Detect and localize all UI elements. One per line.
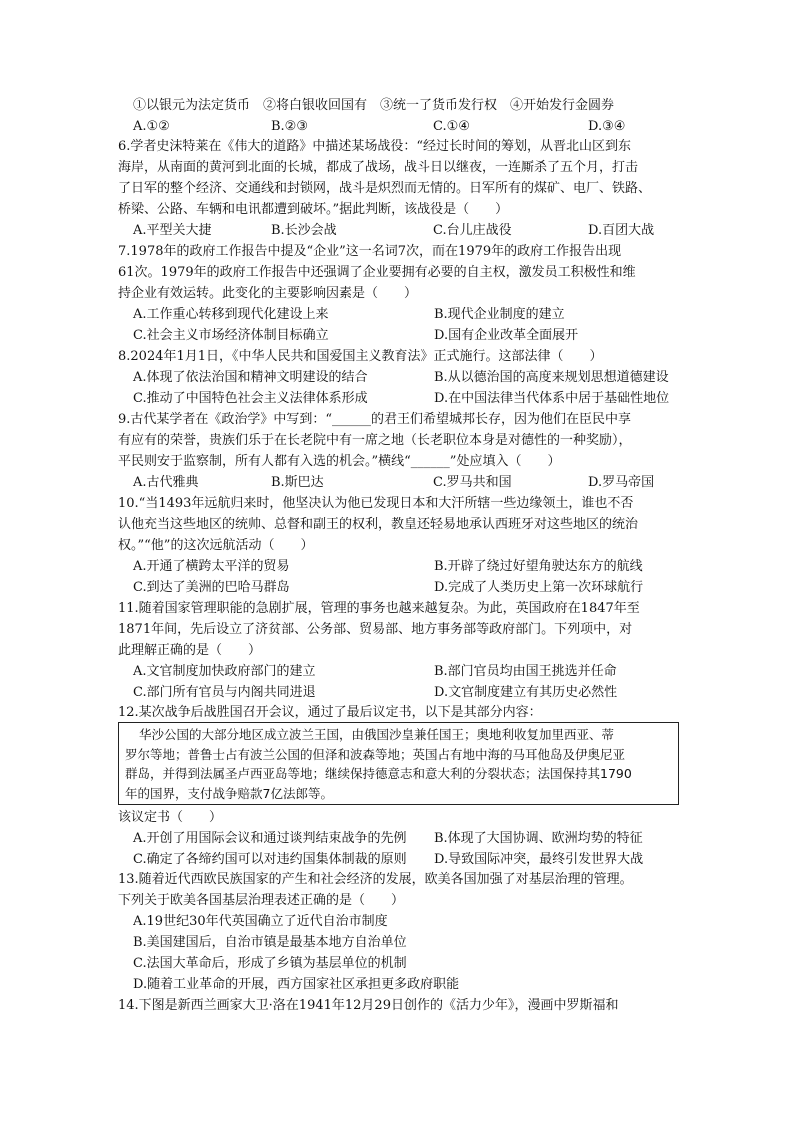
q6-line-1: 6.学者史沫特莱在《伟大的道路》中描述某场战役：“经过长时间的筹划，从晋北山区到东: [118, 139, 632, 154]
q13-option-a: A.19世纪30年代英国确立了近代自治市制度: [133, 914, 388, 929]
q10-line-3: 权。”“他”的这次远航活动（ ）: [118, 538, 314, 553]
q12-quote-box: [118, 722, 679, 805]
q12-line-1: 12.某次战争后战胜国召开会议，通过了最后议定书，以下是其部分内容：: [118, 705, 542, 720]
q7-options-row-2: [133, 326, 681, 345]
q9-option-d: D.罗马帝国: [588, 475, 655, 490]
q8-option-c: C.推动了中国特色社会主义法律体系形成: [133, 391, 368, 406]
q13-option-d: D.随着工业革命的开展，西方国家社区承担更多政府职能: [133, 977, 460, 992]
q6-line-3: 了日军的整个经济、交通线和封锁网，战斗是炽烈而无情的。日军所有的煤矿、电厂、铁路、: [118, 181, 652, 196]
q12-option-b: B.体现了大国协调、欧洲均势的特征: [434, 831, 643, 846]
q5-option-c: C.①④: [433, 119, 470, 134]
q13-line-2: 下列关于欧美各国基层治理表述正确的是（ ）: [118, 893, 405, 908]
q7-option-c: C.社会主义市场经济体制目标确立: [133, 328, 329, 343]
q8-options-row-2: [133, 389, 681, 408]
q11-line-2: 1871年间，先后设立了济贫部、公务部、贸易部、地方事务部等政府部门。下列项中，对: [118, 622, 633, 637]
q6-option-c: C.台儿庄战役: [433, 223, 512, 238]
q12-box-line-4: 年的国界，支付战争赔款7亿法郎等。: [125, 785, 333, 801]
q9-option-a: A.古代雅典: [133, 475, 199, 490]
q12-after: 该议定书（ ）: [118, 810, 223, 825]
q12-options-row-2: [133, 850, 681, 869]
q11-options-row-2: [133, 683, 681, 702]
q5-option-d: D.③④: [588, 119, 626, 134]
q9-option-b: B.斯巴达: [271, 475, 324, 490]
q12-box-line-2: 罗尔等地；普鲁士占有波兰公国的但泽和波森等地；英国占有地中海的马耳他岛及伊奥尼亚: [125, 746, 626, 762]
q8-option-b: B.从以德治国的高度来规划思想道德建设: [434, 370, 669, 385]
q7-option-d: D.国有企业改革全面展开: [434, 328, 579, 343]
q7-line-2: 61次。1979年的政府工作报告中还强调了企业要拥有必要的自主权，激发员工积极性和维: [118, 265, 636, 280]
q10-options-row-1: [133, 557, 681, 576]
q12-options-row-1: [133, 829, 681, 848]
q6-option-b: B.长沙会战: [271, 223, 337, 238]
q10-options-row-2: [133, 578, 681, 597]
q12-option-d: D.导致国际冲突，最终引发世界大战: [434, 852, 644, 867]
q11-option-c: C.部门所有官员与内阁共同进退: [133, 685, 316, 700]
q10-line-2: 认他充当这些地区的统帅、总督和副王的权利，教皇还轻易地承认西班牙对这些地区的统治: [118, 517, 639, 532]
q10-option-a: A.开通了横跨太平洋的贸易: [133, 559, 290, 574]
q11-option-d: D.文官制度建立有其历史必然性: [434, 685, 618, 700]
q8-options-row-1: [133, 368, 681, 387]
q6-line-4: 桥梁、公路、车辆和电讯都遭到破坏。”据此判断，该战役是（ ）: [118, 202, 509, 217]
q10-option-d: D.完成了人类历史上第一次环球航行: [434, 580, 644, 595]
q7-options-row-1: [133, 305, 681, 324]
q11-line-1: 11.随着国家管理职能的急剧扩展，管理的事务也越来越复杂。为此，英国政府在1847年至: [118, 601, 640, 616]
q6-option-d: D.百团大战: [588, 223, 655, 238]
q11-options-row-1: [133, 662, 681, 681]
q13-line-1: 13.随着近代西欧民族国家的产生和社会经济的发展，欧美各国加强了对基层治理的管理。: [118, 872, 633, 887]
q11-line-3: 此理解正确的是（ ）: [118, 643, 262, 658]
q6-option-a: A.平型关大捷: [133, 223, 212, 238]
q11-option-a: A.文官制度加快政府部门的建立: [133, 664, 316, 679]
q8-option-d: D.在中国法律当代体系中居于基础性地位: [434, 391, 670, 406]
q10-line-1: 10.“当1493年远航归来时，他坚决认为他已发现日本和大汗所辖一些边缘领土，谁也不否: [118, 496, 634, 511]
q9-options: [133, 473, 681, 492]
q5-options: [133, 117, 681, 136]
q9-line-2: 有应有的荣誉，贵族们乐于在长老院中有一席之地（长老职位本身是对德性的一种奖励），: [118, 433, 632, 448]
q7-line-1: 7.1978年的政府工作报告中提及“企业”这一名词7次，而在1979年的政府工作报告出现: [118, 244, 622, 259]
q8-option-a: A.体现了依法治国和精神文明建设的结合: [133, 370, 368, 385]
q5-option-b: B.②③: [271, 119, 308, 134]
q11-option-b: B.部门官员均由国王挑选并任命: [434, 664, 617, 679]
q10-option-b: B.开辟了绕过好望角驶达东方的航线: [434, 559, 643, 574]
q6-line-2: 海岸，从南面的黄河到北面的长城，都成了战场，战斗日以继夜，一连厮杀了五个月，打击: [118, 160, 639, 175]
q12-option-c: C.确定了各缔约国可以对违约国集体制裁的原则: [133, 852, 407, 867]
q5-stem: ①以银元为法定货币 ②将白银收回国有 ③统一了货币发行权 ④开始发行金圆券: [133, 98, 615, 113]
q12-option-a: A.开创了用国际会议和通过谈判结束战争的先例: [133, 831, 407, 846]
q9-option-c: C.罗马共和国: [433, 475, 512, 490]
q9-line-3: 平民则安于监察制，所有人都有入选的机会。”横线“______”处应填入（ ）: [118, 454, 561, 469]
q8-line-1: 8.2024年1月1日，《中华人民共和国爱国主义教育法》正式施行。这部法律（ ）: [118, 349, 603, 364]
q7-line-3: 持企业有效运转。此变化的主要影响因素是（ ）: [118, 286, 418, 301]
q12-box-line-3: 群岛，并得到法属圣卢西亚岛等地；继续保持德意志和意大利的分裂状态；法国保持其1790: [125, 766, 632, 781]
q14-line-1: 14.下图是新西兰画家大卫·洛在1941年12月29日创作的《活力少年》，漫画中罗斯福和: [118, 998, 619, 1013]
q13-option-b: B.美国建国后，自治市镇是最基本地方自治单位: [133, 935, 407, 950]
q6-options: [133, 221, 681, 240]
q5-option-a: A.①②: [133, 119, 170, 134]
q7-option-a: A.工作重心转移到现代化建设上来: [133, 307, 329, 322]
q7-option-b: B.现代企业制度的建立: [434, 307, 565, 322]
q9-line-1: 9.古代某学者在《政治学》中写到：“______的君王们希望城邦长存，因为他们在臣民中享: [118, 412, 632, 427]
q12-box-line-1: 华沙公国的大部分地区成立波兰王国，由俄国沙皇兼任国王；奥地利收复加里西亚、蒂: [139, 727, 615, 742]
q13-option-c: C.法国大革命后，形成了乡镇为基层单位的机制: [133, 956, 407, 971]
q10-option-c: C.到达了美洲的巴哈马群岛: [133, 580, 290, 595]
